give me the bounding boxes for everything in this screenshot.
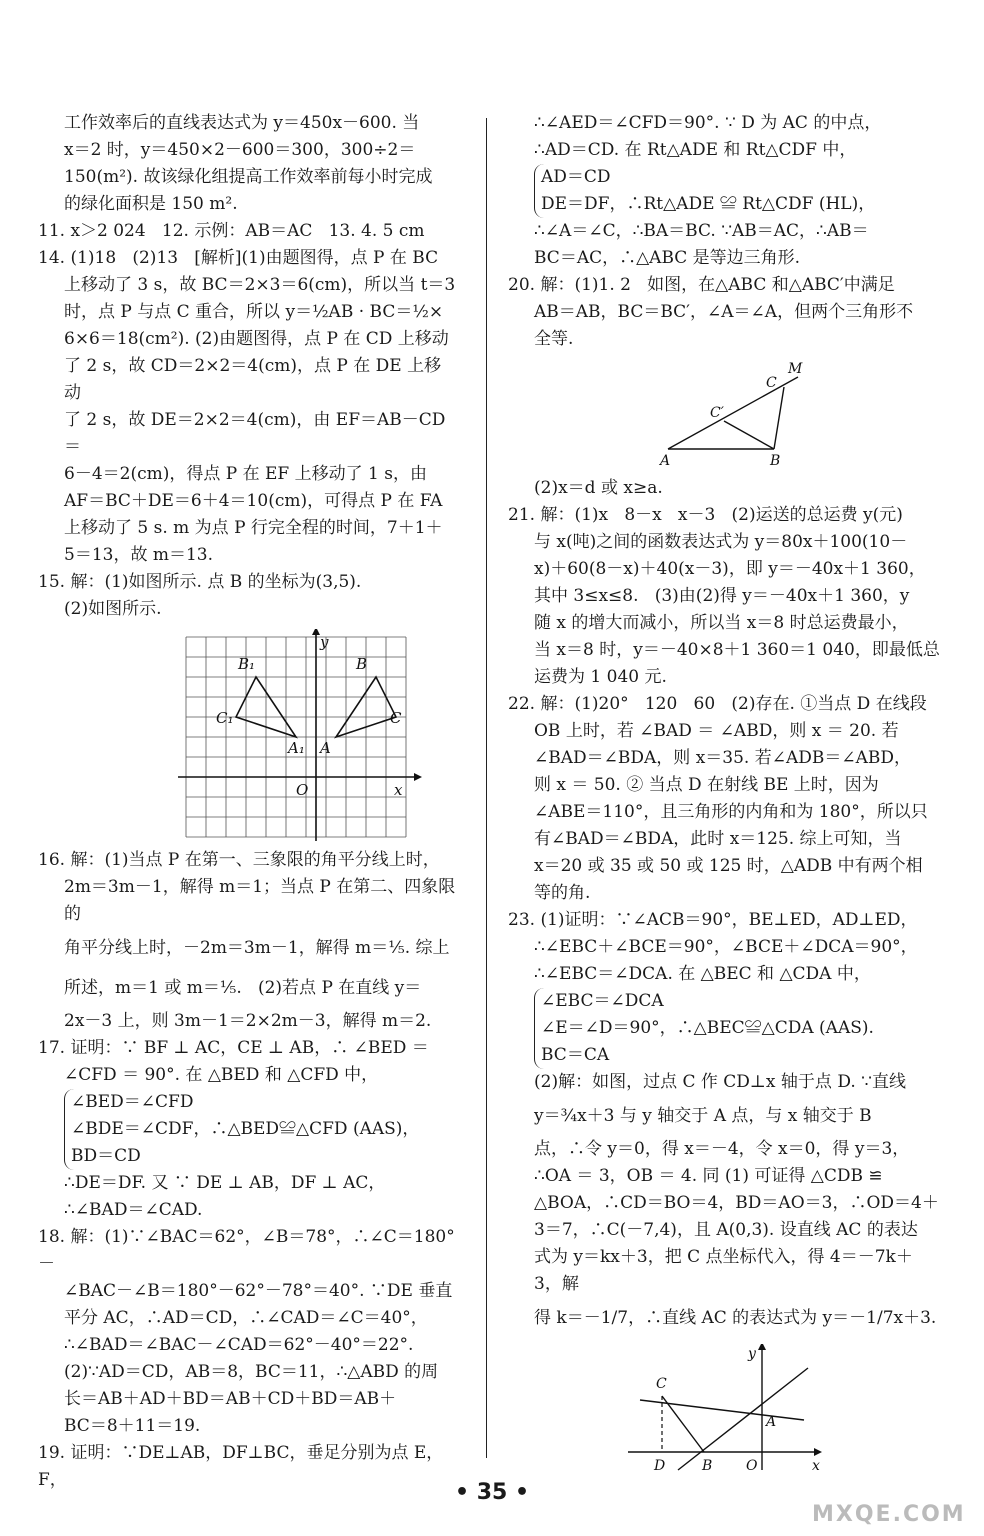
label-x: x [394, 781, 403, 799]
brace-line: ∠BDE＝∠CDF，∴△BED≌△CFD (AAS)， [71, 1119, 420, 1139]
text-line: 得 k＝－1/7，∴直线 AC 的表达式为 y＝－1/7x＋3. [534, 1308, 937, 1328]
text-line: 长＝AB＋AD＋BD＝AB＋CD＋BD＝AB＋ [64, 1389, 397, 1409]
text-line: △BOA，∴CD＝BO＝4，BD＝AO＝3，∴OD＝4＋ [534, 1193, 939, 1213]
text-line: 与 x(吨)之间的函数表达式为 y＝80x＋100(10－ [534, 532, 908, 552]
text-line: ∴∠EBC＝∠DCA. 在 △BEC 和 △CDA 中， [534, 964, 871, 984]
grid-figure-15 [38, 629, 458, 841]
brace-line: ∠E＝∠D＝90°，∴△BEC≌△CDA (AAS). [541, 1018, 874, 1038]
label-x: x [812, 1458, 820, 1474]
text-line: 运费为 1 040 元. [534, 667, 667, 687]
text-line: 了 2 s，故 DE＝2×2＝4(cm)，由 EF＝AB－CD＝ [64, 410, 446, 457]
text-line: 5＝13，故 m＝13. [64, 545, 214, 565]
answer-23: 23. (1)证明：∵∠ACB＝90°，BE⊥ED，AD⊥ED， [508, 910, 918, 930]
brace-system-23 [534, 988, 874, 1069]
page-number: • 35 • [454, 1480, 530, 1505]
answer-15: 15. 解：(1)如图所示. 点 B 的坐标为(3,5). [38, 572, 362, 592]
text-line: (2)如图所示. [64, 599, 162, 619]
text-line: 等的角. [534, 883, 591, 903]
label-A: A [660, 453, 671, 469]
label-B: B [770, 453, 781, 469]
text-line: x＝20 或 35 或 50 或 125 时，△ADB 中有两个相 [534, 856, 923, 876]
text-line: 上移动了 5 s. m 为点 P 行完全程的时间，7＋1＋ [64, 518, 443, 538]
answer-16: 16. 解：(1)当点 P 在第一、三象限的角平分线上时， [38, 850, 440, 870]
text-line: 工作效率后的直线表达式为 y＝450x－600. 当 [64, 113, 420, 133]
text-line: 3＝7，∴C(－7,4)，且 A(0,3). 设直线 AC 的表达 [534, 1220, 918, 1240]
label-D: D [654, 1458, 666, 1474]
label-y: y [320, 633, 329, 651]
label-C-prime: C′ [710, 405, 724, 421]
answer-19: 19. 证明：∵DE⊥AB，DF⊥BC，垂足分别为点 E，F， [38, 1443, 444, 1490]
brace-line: DE＝DF，∴Rt△ADE ≌ Rt△CDF (HL)， [541, 194, 876, 214]
answer-14: 14. (1)18 (2)13 [解析](1)由题图得，点 P 在 BC [38, 248, 439, 268]
text-line: 式为 y＝kx＋3，把 C 点坐标代入，得 4＝－7k＋3，解 [534, 1247, 913, 1294]
coordinate-figure-23 [508, 1344, 940, 1474]
text-line: 上移动了 3 s，故 BC＝2×3＝6(cm)，所以当 t＝3 [64, 275, 456, 295]
text-line: 的绿化面积是 150 m². [64, 194, 238, 214]
text-line: ∴∠BAD＝∠CAD. [64, 1200, 203, 1220]
brace-system-17 [64, 1089, 419, 1170]
column-divider [486, 118, 487, 1458]
label-C: C [766, 375, 777, 391]
text-line: ∠BAD＝∠BDA，则 x＝35. 若∠ADB＝∠ABD， [534, 748, 912, 768]
text-line: AB＝AB，BC＝BC′，∠A＝∠A，但两个三角形不 [534, 302, 914, 322]
answer-20: 20. 解：(1)1. 2 如图，在△ABC 和△ABC′中满足 [508, 275, 895, 295]
text-line: 点，∴令 y＝0，得 x＝－4，令 x＝0，得 y＝3， [534, 1139, 910, 1159]
text-line: 6×6＝18(cm²). (2)由题图得，点 P 在 CD 上移动 [64, 329, 449, 349]
label-B: B [356, 655, 368, 673]
label-M: M [788, 361, 803, 377]
text-line: ∴∠BAD＝∠BAC－∠CAD＝62°－40°＝22°. [64, 1335, 414, 1355]
text-line: 其中 3≤x≤8. (3)由(2)得 y＝－40x＋1 360，y [534, 586, 910, 606]
brace-system-19 [534, 164, 875, 218]
text-line: 则 x ＝ 50. ② 当点 D 在射线 BE 上时，因为 [534, 775, 879, 795]
text-line: 150(m²). 故该绿化组提高工作效率前每小时完成 [64, 167, 433, 187]
label-A: A [320, 739, 331, 757]
label-C: C [390, 709, 402, 727]
brace-line: BC＝CA [541, 1045, 610, 1065]
text-line: BC＝8＋11＝19. [64, 1416, 201, 1436]
text-line: x)＋60(8－x)＋40(x－3)，即 y＝－40x＋1 360， [534, 559, 926, 579]
answer-18: 18. 解：(1)∵∠BAC＝62°，∠B＝78°，∴∠C＝180°－ [38, 1227, 455, 1274]
text-line: (2)x＝d 或 x≥a. [534, 478, 663, 498]
text-line: BC＝AC，∴△ABC 是等边三角形. [534, 248, 801, 268]
text-line: 6－4＝2(cm)，得点 P 在 EF 上移动了 1 s，由 [64, 464, 427, 484]
text-line: ∴AD＝CD. 在 Rt△ADE 和 Rt△CDF 中， [534, 140, 857, 160]
answer-22: 22. 解：(1)20° 120 60 (2)存在. ①当点 D 在线段 [508, 694, 927, 714]
text-line: x＝2 时，y＝450×2－600＝300，300÷2＝ [64, 140, 416, 160]
text-line: 平分 AC，∴AD＝CD，∴∠CAD＝∠C＝40°， [64, 1308, 428, 1328]
brace-line: ∠BED＝∠CFD [71, 1092, 194, 1112]
brace-line: BD＝CD [71, 1146, 141, 1166]
answer-21: 21. 解：(1)x 8－x x－3 (2)运送的总运费 y(元) [508, 505, 903, 525]
text-line: AF＝BC＋DE＝6＋4＝10(cm)，可得点 P 在 FA [64, 491, 443, 511]
label-C1: C₁ [216, 709, 234, 727]
left-column [38, 110, 458, 1494]
text-line: (2)∵AD＝CD，AB＝8，BC＝11，∴△ABD 的周 [64, 1362, 439, 1382]
brace-line: ∠EBC＝∠DCA [541, 991, 664, 1011]
text-line: (2)解：如图，过点 C 作 CD⊥x 轴于点 D. ∵直线 [534, 1072, 906, 1092]
text-line: ∴∠A＝∠C，∴BA＝BC. ∵AB＝AC，∴AB＝ [534, 221, 869, 241]
text-line: ∠BAC－∠B＝180°－62°－78°＝40°. ∵DE 垂直 [64, 1281, 453, 1301]
label-B1: B₁ [238, 655, 256, 673]
text-line: 全等. [534, 329, 574, 349]
label-A1: A₁ [288, 739, 305, 757]
brace-line: AD＝CD [541, 167, 611, 187]
answer-17: 17. 证明：∵ BF ⊥ AC，CE ⊥ AB，∴ ∠BED ＝ [38, 1038, 429, 1058]
watermark: MXQE.COM [812, 1502, 966, 1527]
label-O: O [746, 1458, 758, 1474]
text-line: ∠CFD ＝ 90°. 在 △BED 和 △CFD 中， [64, 1065, 379, 1085]
text-line: 有∠BAD＝∠BDA，此时 x＝125. 综上可知，当 [534, 829, 902, 849]
right-column [508, 110, 940, 1480]
text-line: 当 x＝8 时，y＝－40×8＋1 360＝1 040，即最低总 [534, 640, 940, 660]
text-line: ∴∠AED＝∠CFD＝90°. ∵ D 为 AC 的中点， [534, 113, 882, 133]
text-line: 随 x 的增大而减小，所以当 x＝8 时总运费最小， [534, 613, 909, 633]
answer-11-13: 11. x＞2 024 12. 示例：AB＝AC 13. 4. 5 cm [38, 221, 425, 241]
text-line: 2m＝3m－1，解得 m＝1；当点 P 在第二、四象限的 [64, 877, 456, 924]
text-line: y＝¾x＋3 与 y 轴交于 A 点，与 x 轴交于 B [534, 1106, 872, 1126]
label-C: C [656, 1376, 667, 1392]
text-line: 2x－3 上，则 3m－1＝2×2m－3，解得 m＝2. [64, 1011, 432, 1031]
label-A: A [766, 1414, 777, 1430]
text-line: 了 2 s，故 CD＝2×2＝4(cm)，点 P 在 DE 上移动 [64, 356, 442, 403]
text-line: OB 上时，若 ∠BAD ＝ ∠ABD，则 x ＝ 20. 若 [534, 721, 899, 741]
label-y: y [748, 1346, 756, 1362]
label-O: O [296, 781, 309, 799]
text-line: 所述，m＝1 或 m＝⅕. (2)若点 P 在直线 y＝ [64, 978, 422, 998]
text-line: ∠ABE＝110°，且三角形的内角和为 180°，所以只 [534, 802, 928, 822]
text-line: ∴DE＝DF. 又 ∵ DE ⊥ AB，DF ⊥ AC， [64, 1173, 386, 1193]
text-line: ∴OA ＝ 3，OB ＝ 4. 同 (1) 可证得 △CDB ≌ [534, 1166, 883, 1186]
text-line: 角平分线上时，－2m＝3m－1，解得 m＝⅕. 综上 [64, 938, 450, 958]
label-B: B [702, 1458, 713, 1474]
text-line: ∴∠EBC＋∠BCE＝90°，∠BCE＋∠DCA＝90°， [534, 937, 918, 957]
text-line: 时，点 P 与点 C 重合，所以 y＝½AB · BC＝½× [64, 302, 444, 322]
triangle-figure-20 [508, 359, 940, 469]
